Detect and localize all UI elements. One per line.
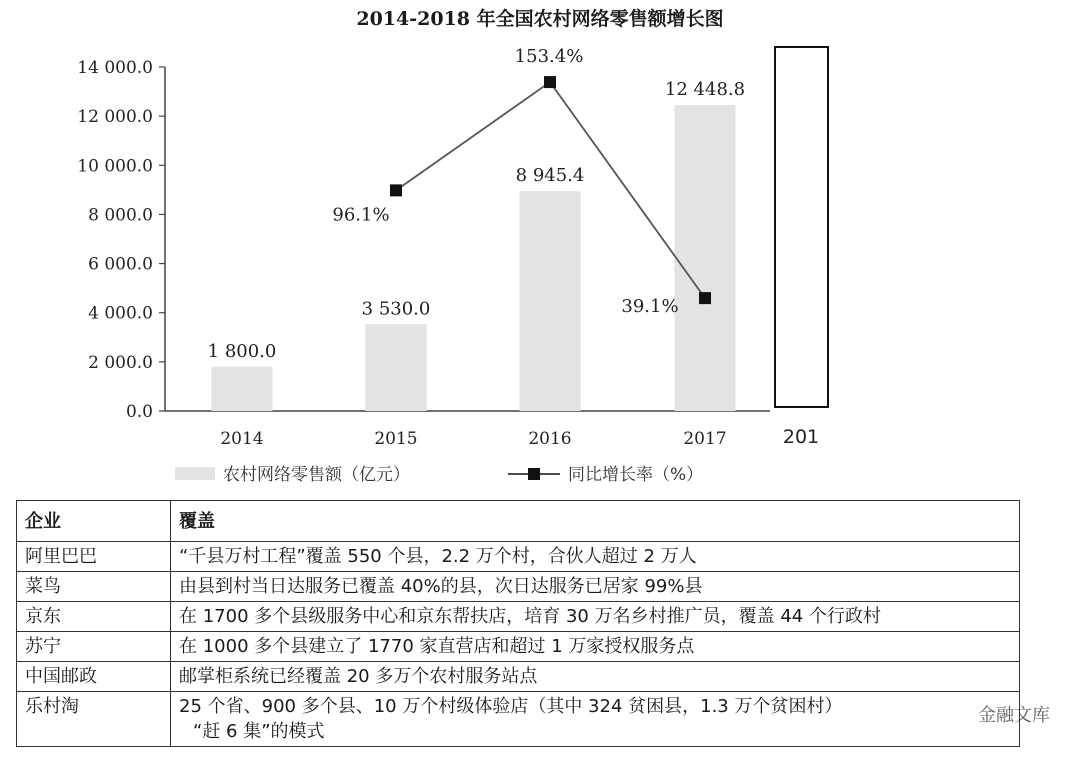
y-tick-label: 14 000.0 bbox=[77, 58, 153, 78]
coverage-cell bbox=[171, 632, 1020, 662]
chart-title: 2014-2018 年全国农村网络零售额增长图 bbox=[356, 8, 724, 30]
chart-area bbox=[0, 30, 1080, 495]
coverage-line: “赶 6 集”的模式 bbox=[193, 721, 325, 742]
coverage-line: “千县万村工程”覆盖 550 个县，2.2 万个村，合伙人超过 2 万人 bbox=[179, 546, 697, 567]
coverage-line: 邮掌柜系统已经覆盖 20 多万个农村服务站点 bbox=[179, 666, 538, 687]
coverage-cell bbox=[171, 662, 1020, 692]
bar-value-label: 12 448.8 bbox=[664, 79, 746, 101]
y-tick-label: 6 000.0 bbox=[88, 254, 153, 275]
company-cell: 菜鸟 bbox=[17, 572, 171, 602]
table-row bbox=[17, 542, 1020, 572]
company-cell: 京东 bbox=[17, 602, 171, 632]
y-tick-label: 12 000.0 bbox=[77, 107, 153, 128]
coverage-line: 在 1700 多个县级服务中心和京东帮扶店，培育 30 万名乡村推广员，覆盖 44 个行政村 bbox=[179, 606, 881, 627]
y-tick-label: 8 000.0 bbox=[88, 205, 153, 226]
x-tick-label: 2016 bbox=[528, 429, 572, 449]
y-tick-label: 10 000.0 bbox=[77, 156, 153, 177]
coverage-cell bbox=[171, 572, 1020, 602]
table-row bbox=[17, 662, 1020, 692]
header-company: 企业 bbox=[17, 501, 171, 542]
x-tick-label: 2017 bbox=[683, 429, 727, 449]
table-row bbox=[17, 632, 1020, 662]
coverage-line: 25 个省、900 多个县、10 万个村级体验店（其中 324 贫困县，1.3 万个贫困村） bbox=[179, 696, 843, 717]
legend-line-label: 同比增长率（%） bbox=[568, 465, 704, 485]
company-cell: 阿里巴巴 bbox=[17, 542, 171, 572]
coverage-cell bbox=[171, 542, 1020, 572]
bar-2018-outline bbox=[775, 47, 828, 407]
rate-label: 96.1% bbox=[332, 204, 390, 226]
bar bbox=[212, 367, 273, 411]
y-tick-label: 0.0 bbox=[125, 402, 153, 422]
table-header-row bbox=[17, 501, 1020, 542]
rate-label: 153.4% bbox=[514, 46, 584, 68]
bar-value-label: 1 800.0 bbox=[207, 340, 277, 362]
table-row bbox=[17, 572, 1020, 602]
legend-bar-label: 农村网络零售额（亿元） bbox=[223, 465, 410, 485]
bar-value-label: 3 530.0 bbox=[361, 298, 431, 320]
company-cell: 苏宁 bbox=[17, 632, 171, 662]
rate-marker bbox=[390, 184, 402, 196]
bar bbox=[366, 324, 427, 411]
table-row bbox=[17, 692, 1020, 747]
bar bbox=[520, 191, 581, 411]
legend-bar-swatch bbox=[175, 467, 215, 480]
y-tick-label: 4 000.0 bbox=[88, 303, 153, 324]
table-row bbox=[17, 602, 1020, 632]
x-tick-label: 2015 bbox=[374, 429, 418, 449]
legend-line-marker bbox=[528, 468, 540, 480]
coverage-cell bbox=[171, 602, 1020, 632]
rate-marker bbox=[699, 292, 711, 304]
coverage-cell bbox=[171, 692, 1020, 747]
header-coverage: 覆盖 bbox=[171, 501, 1020, 542]
y-tick-label: 2 000.0 bbox=[88, 352, 153, 373]
rate-label: 39.1% bbox=[621, 296, 679, 318]
company-cell: 中国邮政 bbox=[17, 662, 171, 692]
rate-marker bbox=[544, 76, 556, 88]
coverage-line: 由县到村当日达服务已覆盖 40%的县，次日达服务已居家 99%县 bbox=[179, 576, 703, 597]
company-cell: 乐村淘 bbox=[17, 692, 171, 747]
coverage-table bbox=[16, 500, 1020, 747]
coverage-line: 在 1000 多个县建立了 1770 家直营店和超过 1 万家授权服务点 bbox=[179, 636, 695, 657]
x-tick-label: 2014 bbox=[220, 429, 264, 449]
watermark: 金融文库 bbox=[978, 705, 1050, 726]
x-tick-label: 201 bbox=[782, 426, 820, 448]
bar bbox=[675, 105, 736, 411]
bar-value-label: 8 945.4 bbox=[515, 165, 585, 187]
